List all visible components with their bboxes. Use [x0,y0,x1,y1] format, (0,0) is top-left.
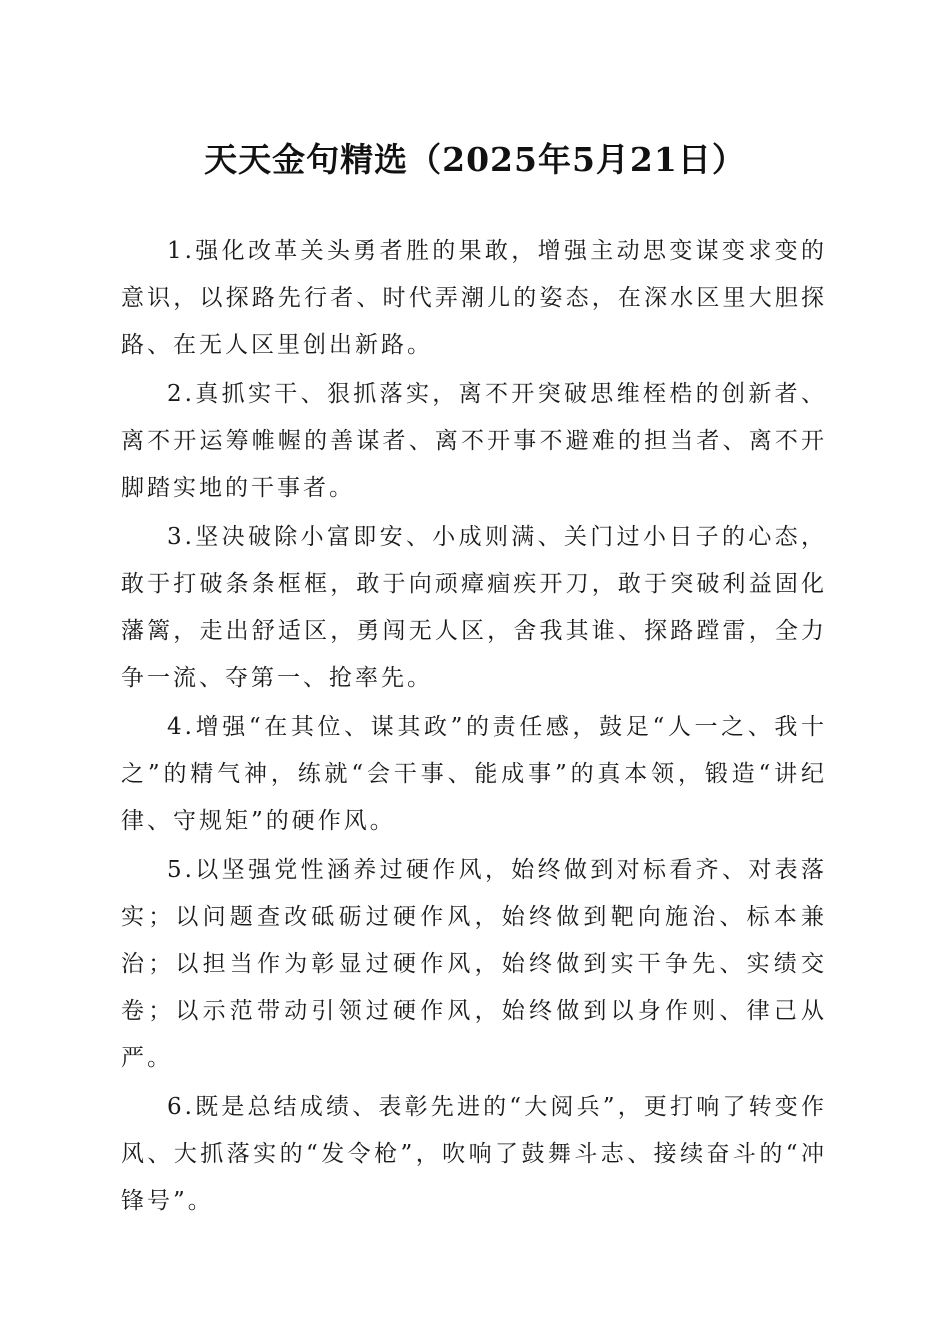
paragraph-3: 3.坚决破除小富即安、小成则满、关门过小日子的心态，敢于打破条条框框，敢于向顽瘴痼疾开刀，敢于突破利益固化藩篱，走出舒适区，勇闯无人区，舍我其谁、探路蹚雷，全力争一流、夺第一、抢率先。 [121,524,827,691]
paragraph-4: 4.增强“在其位、谋其政”的责任感，鼓足“人一之、我十之”的精气神，练就“会干事、能成事”的真本领，锻造“讲纪律、守规矩”的硬作风。 [121,714,827,834]
document-title: 天天金句精选（2025年5月21日） [204,140,746,179]
paragraph-6: 6.既是总结成绩、表彰先进的“大阅兵”，更打响了转变作风、大抓落实的“发令枪”，吹响了鼓舞斗志、接续奋斗的“冲锋号”。 [121,1094,827,1214]
document-body [121,228,827,1227]
paragraph-2: 2.真抓实干、狠抓落实，离不开突破思维桎梏的创新者、离不开运筹帷幄的善谋者、离不开事不避难的担当者、离不开脚踏实地的干事者。 [121,381,827,501]
paragraph-1: 1.强化改革关头勇者胜的果敢，增强主动思变谋变求变的意识，以探路先行者、时代弄潮儿的姿态，在深水区里大胆探路、在无人区里创出新路。 [121,238,827,358]
paragraph-5: 5.以坚强党性涵养过硬作风，始终做到对标看齐、对表落实；以问题查改砥砺过硬作风，始终做到靶向施治、标本兼治；以担当作为彰显过硬作风，始终做到实干争先、实绩交卷；以示范带动引领过硬作风，始终做到以身作则、律己从严。 [121,857,827,1071]
